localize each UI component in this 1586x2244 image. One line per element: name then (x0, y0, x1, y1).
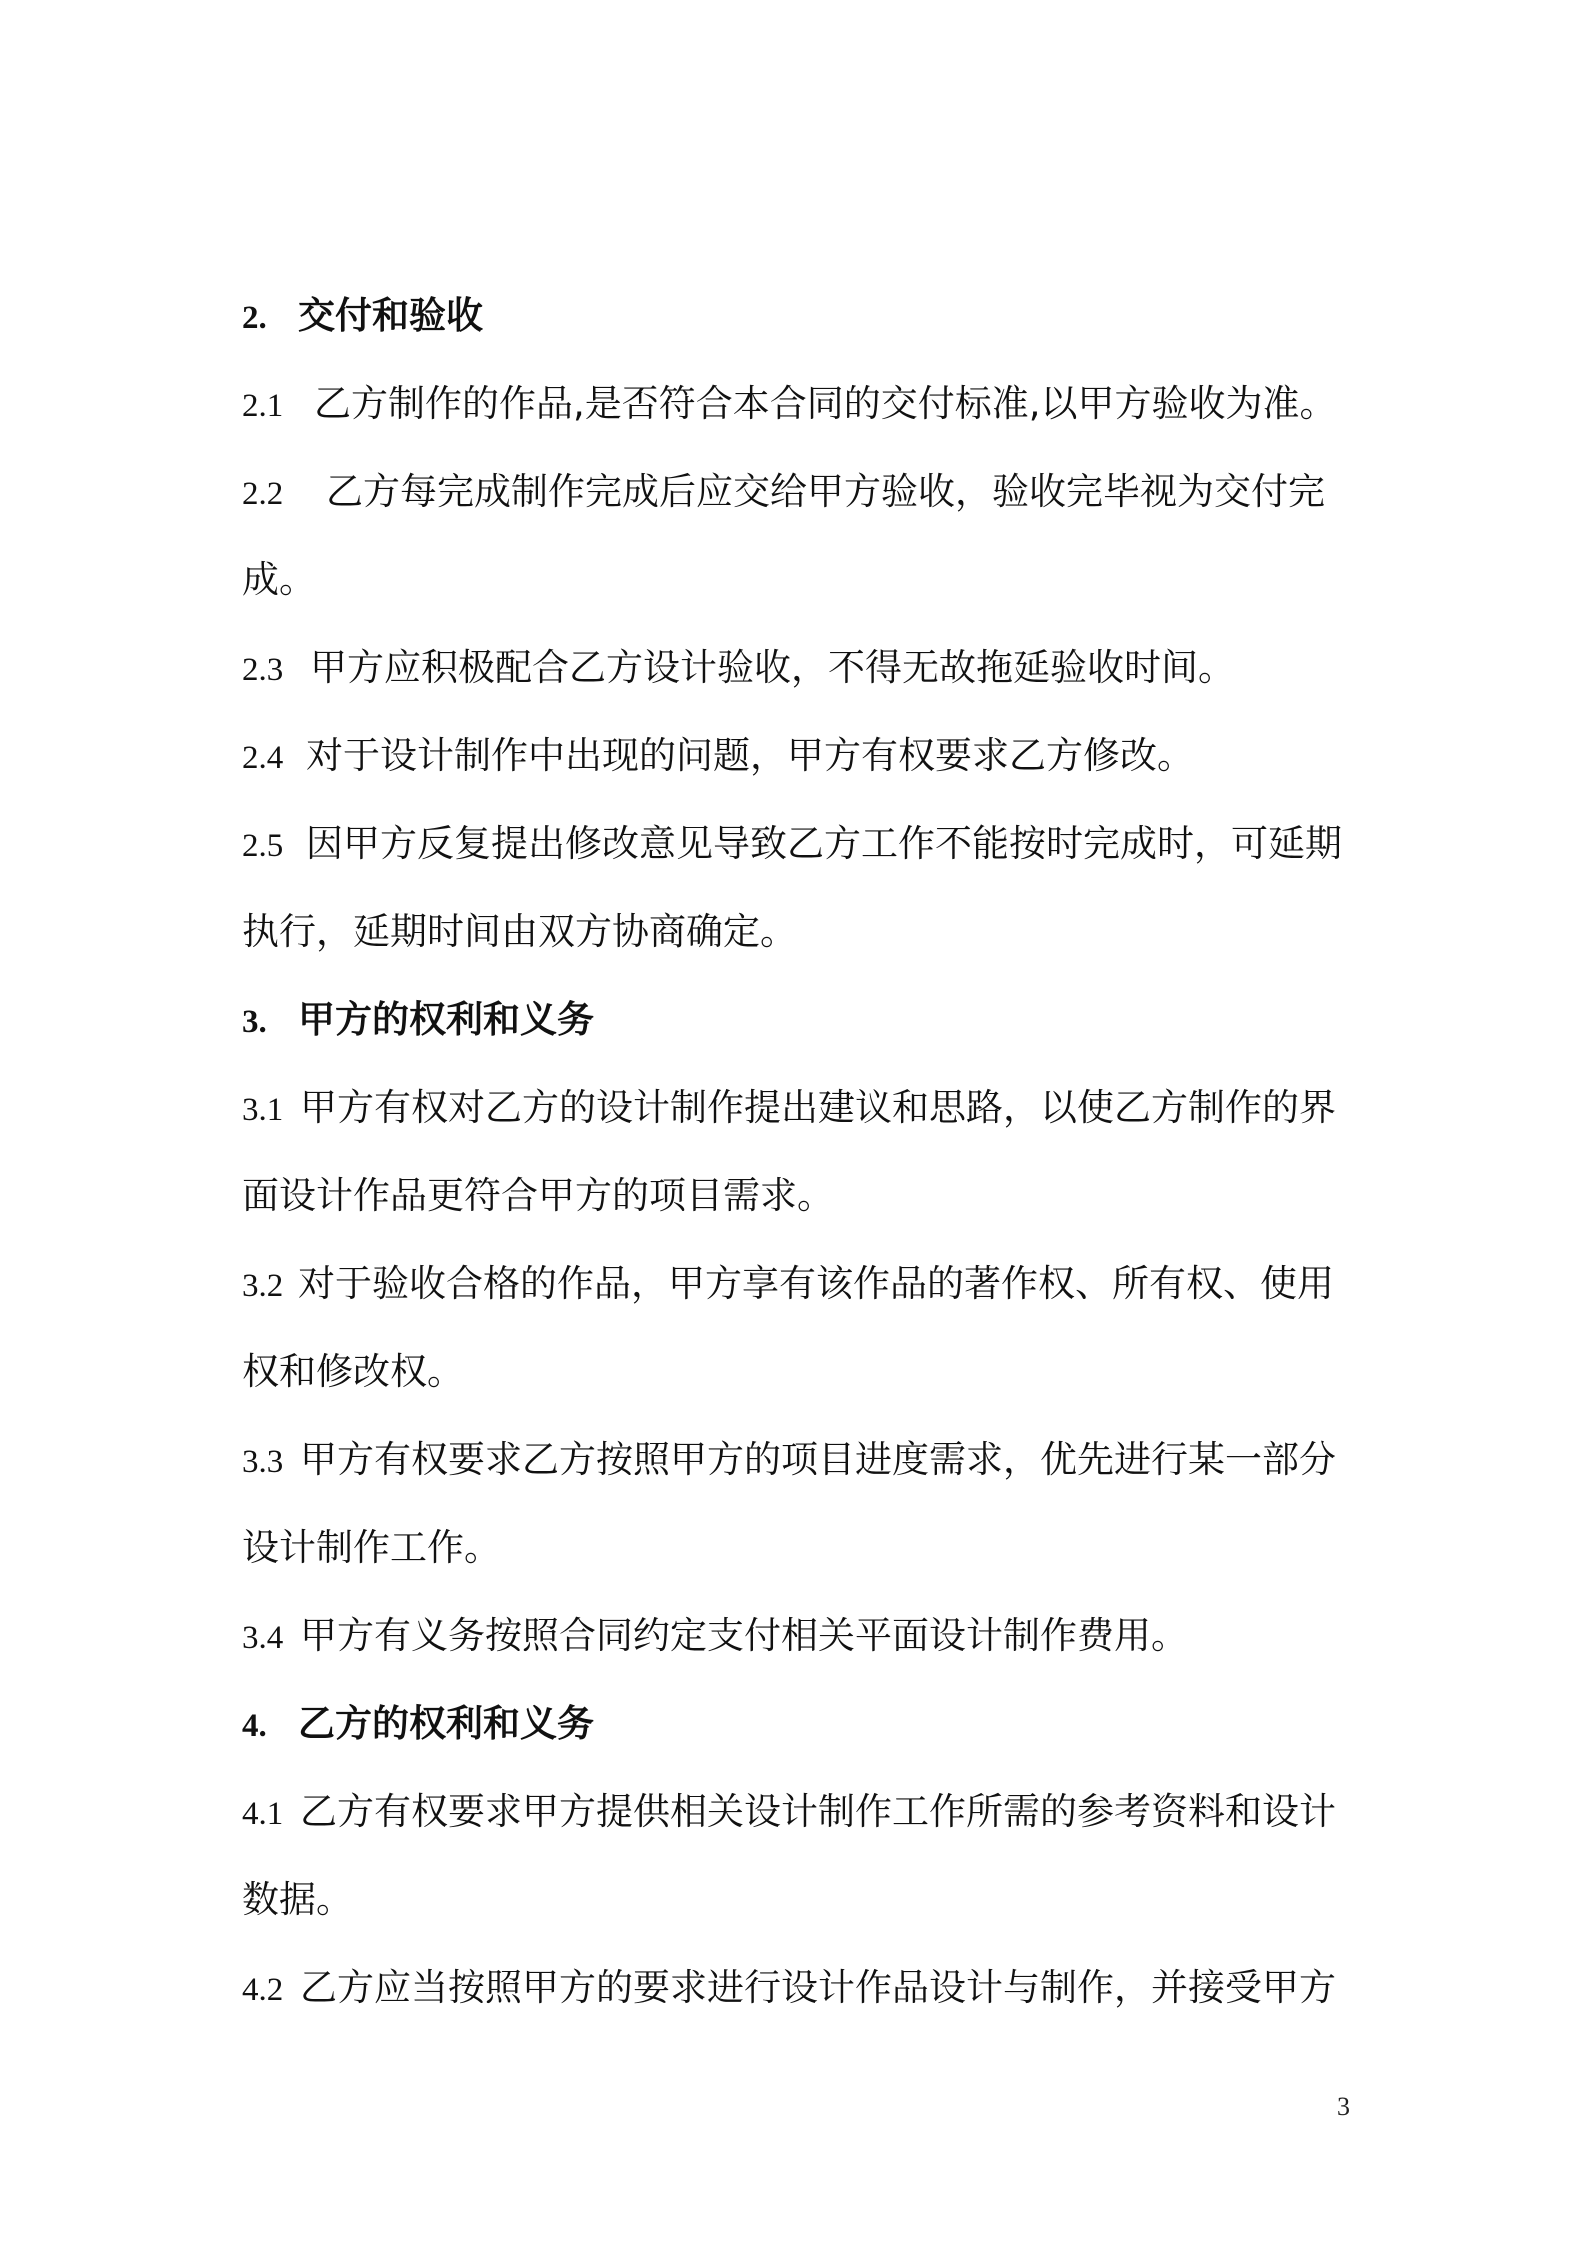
section-number: 3. (242, 1004, 267, 1040)
clause-continuation (242, 552, 1352, 640)
document-body (242, 288, 1352, 2048)
clause-text: 甲方有义务按照合同约定支付相关平面设计制作费用。 (300, 1614, 1188, 1657)
clause-text: 乙方应当按照甲方的要求进行设计作品设计与制作，并接受甲方 (300, 1966, 1336, 2009)
clause-continuation (242, 1344, 1352, 1432)
clause-continuation (242, 1168, 1352, 1256)
clause-line (242, 1432, 1352, 1520)
clause-number: 3.4 (242, 1620, 284, 1656)
clause-text: 甲方有权对乙方的设计制作提出建议和思路，以使乙方制作的界 (300, 1086, 1336, 1129)
clause-text: 对于设计制作中出现的问题，甲方有权要求乙方修改。 (306, 734, 1194, 777)
clause-line (242, 376, 1352, 464)
clause-text: 数据。 (242, 1878, 353, 1921)
clause-number: 4.2 (242, 1972, 284, 2008)
section-title: 乙方的权利和义务 (298, 1702, 594, 1745)
clause-text: 乙方每完成制作完成后应交给甲方验收，验收完毕视为交付完 (326, 470, 1325, 513)
clause-number: 2.4 (242, 740, 284, 776)
clause-text: 甲方有权要求乙方按照甲方的项目进度需求，优先进行某一部分 (300, 1438, 1336, 1481)
clause-number: 2.5 (242, 828, 284, 864)
clause-text: 因甲方反复提出修改意见导致乙方工作不能按时完成时，可延期 (306, 822, 1342, 865)
clause-line (242, 1256, 1352, 1344)
clause-continuation (242, 904, 1352, 992)
clause-number: 3.2 (242, 1268, 284, 1304)
clause-line (242, 464, 1352, 552)
clause-line (242, 1080, 1352, 1168)
clause-text: 设计制作工作。 (242, 1526, 501, 1569)
clause-line (242, 1608, 1352, 1696)
section-number: 4. (242, 1708, 267, 1744)
section-number: 2. (242, 300, 267, 336)
clause-number: 2.1 (242, 388, 284, 424)
section-title: 交付和验收 (298, 294, 483, 337)
clause-continuation (242, 1872, 1352, 1960)
clause-number: 2.3 (242, 652, 284, 688)
clause-line (242, 640, 1352, 728)
clause-number: 3.1 (242, 1092, 284, 1128)
section-heading (242, 1696, 1352, 1784)
clause-number: 2.2 (242, 476, 284, 512)
clause-text: 甲方应积极配合乙方设计验收，不得无故拖延验收时间。 (310, 646, 1235, 689)
clause-text: 成。 (242, 558, 316, 601)
clause-continuation (242, 1520, 1352, 1608)
clause-text: 执行，延期时间由双方协商确定。 (242, 910, 797, 953)
page-number: 3 (1337, 2092, 1350, 2121)
section-heading (242, 288, 1352, 376)
section-heading (242, 992, 1352, 1080)
clause-text: 权和修改权。 (242, 1350, 464, 1393)
clause-number: 3.3 (242, 1444, 284, 1480)
clause-text: 面设计作品更符合甲方的项目需求。 (242, 1174, 834, 1217)
clause-line (242, 1784, 1352, 1872)
clause-text: 对于验收合格的作品，甲方享有该作品的著作权、所有权、使用 (298, 1262, 1334, 1305)
clause-line (242, 728, 1352, 816)
clause-text: 乙方有权要求甲方提供相关设计制作工作所需的参考资料和设计 (300, 1790, 1336, 1833)
clause-line (242, 816, 1352, 904)
clause-text: 乙方制作的作品,是否符合本合同的交付标准,以甲方验收为准。 (314, 382, 1337, 425)
section-title: 甲方的权利和义务 (298, 998, 594, 1041)
clause-line (242, 1960, 1352, 2048)
clause-number: 4.1 (242, 1796, 284, 1832)
